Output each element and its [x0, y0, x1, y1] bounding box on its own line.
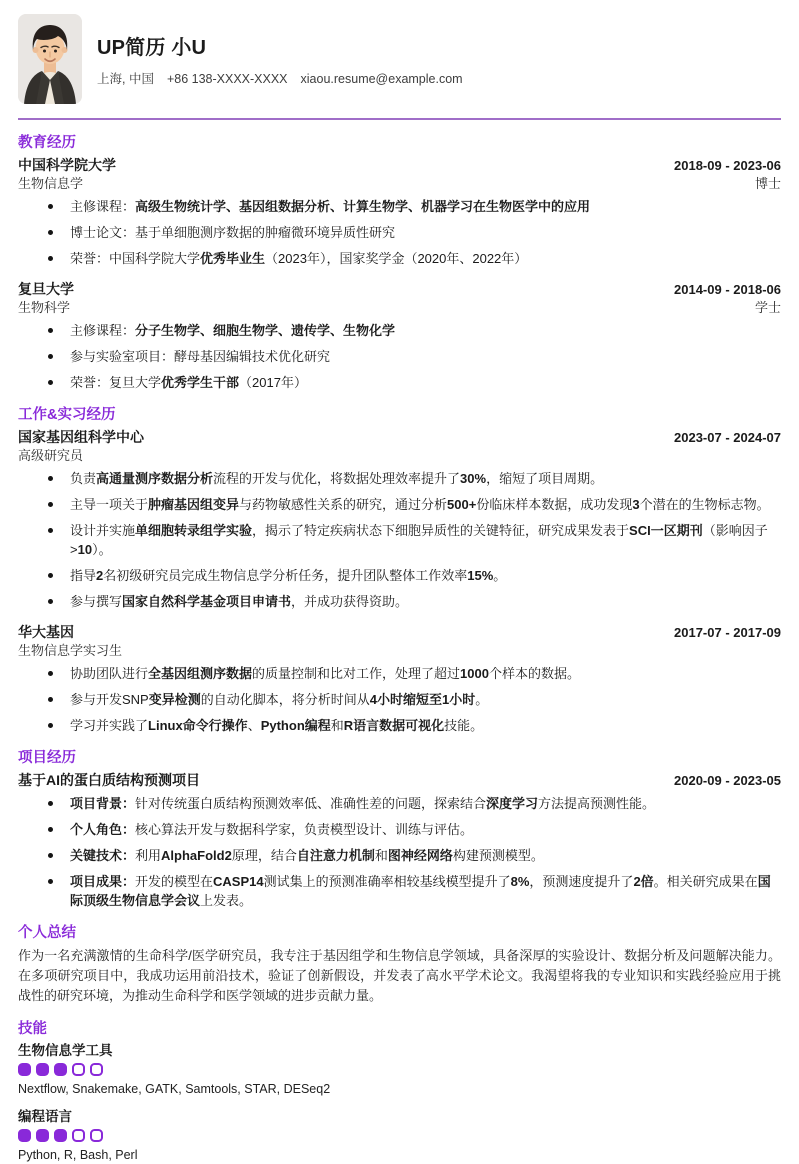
- level-dot-filled-icon: [36, 1063, 49, 1076]
- degree: 学士: [754, 300, 781, 315]
- skill-level-dots: [18, 1063, 781, 1076]
- skill-name: 编程语言: [18, 1109, 72, 1124]
- bullet-item: 关键技术：利用AlphaFold2原理，结合自注意力机制和图神经网络构建预测模型。: [70, 846, 781, 865]
- header-identity: [97, 31, 463, 87]
- resume-header: [18, 14, 781, 104]
- contact-email: xiaou.resume@example.com: [300, 72, 463, 86]
- level-dot-filled-icon: [54, 1129, 67, 1142]
- skill-level-dots: [18, 1129, 781, 1142]
- bullet-item: 主修课程：高级生物统计学、基因组数据分析、计算生物学、机器学习在生物医学中的应用: [70, 197, 781, 216]
- entry-subhead: [18, 299, 781, 317]
- bullet-item: 负责高通量测序数据分析流程的开发与优化，将数据处理效率提升了30%，缩短了项目周期。: [70, 469, 781, 488]
- section-work: [18, 406, 781, 735]
- skill-group: [18, 1108, 781, 1164]
- bullet-item: 项目成果：开发的模型在CASP14测试集上的预测准确率相较基线模型提升了8%，预测速度提升了2倍。相关研究成果在国际顶级生物信息学会议上发表。: [70, 872, 781, 910]
- contact-phone: +86 138-XXXX-XXXX: [166, 72, 288, 86]
- section-title-summary: 个人总结: [18, 925, 76, 941]
- portrait-photo-icon: [18, 14, 82, 104]
- level-dot-empty-icon: [72, 1129, 85, 1142]
- section-title-work: 工作&实习经历: [18, 407, 116, 423]
- level-dot-empty-icon: [90, 1063, 103, 1076]
- skill-name: 生物信息学工具: [18, 1043, 113, 1058]
- degree: 博士: [754, 176, 781, 191]
- bullet-list: [18, 197, 781, 268]
- bullet-item: 博士论文：基于单细胞测序数据的肿瘤微环境异质性研究: [70, 223, 781, 242]
- header-divider: [18, 118, 781, 120]
- entry-subhead: [18, 447, 781, 465]
- bullet-item: 个人角色：核心算法开发与数据科学家，负责模型设计、训练与评估。: [70, 820, 781, 839]
- project-entry: [18, 771, 781, 910]
- school-name: 中国科学院大学: [18, 157, 116, 173]
- contact-location: 上海, 中国: [97, 72, 154, 86]
- skill-group: [18, 1042, 781, 1098]
- section-projects: [18, 749, 781, 910]
- section-education: [18, 134, 781, 392]
- job-title: 高级研究员: [18, 448, 84, 463]
- work-entry: [18, 623, 781, 735]
- bullet-item: 主修课程：分子生物学、细胞生物学、遗传学、生物化学: [70, 321, 781, 340]
- bullet-item: 项目背景：针对传统蛋白质结构预测效率低、准确性差的问题，探索结合深度学习方法提高预测性能。: [70, 794, 781, 813]
- candidate-name: UP简历 小U: [97, 37, 207, 59]
- bullet-list: [18, 794, 781, 910]
- bullet-item: 荣誉：中国科学院大学优秀毕业生（2023年），国家奖学金（2020年、2022年）: [70, 249, 781, 268]
- bullet-item: 参与实验室项目：酵母基因编辑技术优化研究: [70, 347, 781, 366]
- bullet-item: 荣誉：复旦大学优秀学生干部（2017年）: [70, 373, 781, 392]
- entry-subhead: [18, 175, 781, 193]
- level-dot-empty-icon: [72, 1063, 85, 1076]
- section-title-projects: 项目经历: [18, 750, 76, 766]
- entry-subhead: [18, 642, 781, 660]
- entry-date: 2014-09 - 2018-06: [674, 282, 781, 297]
- profile-photo: [18, 14, 82, 104]
- school-name: 复旦大学: [18, 281, 74, 297]
- level-dot-filled-icon: [54, 1063, 67, 1076]
- company-name: 国家基因组科学中心: [18, 429, 144, 445]
- section-title-education: 教育经历: [18, 135, 76, 151]
- bullet-list: [18, 664, 781, 735]
- entry-date: 2020-09 - 2023-05: [674, 773, 781, 788]
- bullet-item: 主导一项关于肿瘤基因组变异与药物敏感性关系的研究，通过分析500+份临床样本数据，成功发现3个潜在的生物标志物。: [70, 495, 781, 514]
- project-name: 基于AI的蛋白质结构预测项目: [18, 772, 200, 788]
- entry-date: 2017-07 - 2017-09: [674, 625, 781, 640]
- level-dot-filled-icon: [36, 1129, 49, 1142]
- entry-head: [18, 428, 781, 447]
- bullet-item: 参与撰写国家自然科学基金项目申请书，并成功获得资助。: [70, 592, 781, 611]
- skill-keywords: Python, R, Bash, Perl: [18, 1148, 138, 1162]
- entry-head: [18, 771, 781, 790]
- entry-head: [18, 623, 781, 642]
- bullet-item: 设计并实施单细胞转录组学实验，揭示了特定疾病状态下细胞异质性的关键特征，研究成果发表于SCI一区期刊（影响因子>10）。: [70, 521, 781, 559]
- level-dot-empty-icon: [90, 1129, 103, 1142]
- bullet-item: 学习并实践了Linux命令行操作、Python编程和R语言数据可视化技能。: [70, 716, 781, 735]
- bullet-list: [18, 469, 781, 611]
- contact-line: [97, 69, 463, 87]
- bullet-item: 指导2名初级研究员完成生物信息学分析任务，提升团队整体工作效率15%。: [70, 566, 781, 585]
- level-dot-filled-icon: [18, 1129, 31, 1142]
- entry-head: [18, 280, 781, 299]
- section-skills: [18, 1020, 781, 1164]
- major: 生物科学: [18, 300, 71, 315]
- section-summary: [18, 924, 781, 1006]
- job-title: 生物信息学实习生: [18, 643, 123, 658]
- bullet-item: 参与开发SNP变异检测的自动化脚本，将分析时间从4小时缩短至1小时。: [70, 690, 781, 709]
- entry-date: 2023-07 - 2024-07: [674, 430, 781, 445]
- bullet-item: 协助团队进行全基因组测序数据的质量控制和比对工作，处理了超过1000个样本的数据。: [70, 664, 781, 683]
- skill-keywords: Nextflow, Snakemake, GATK, Samtools, STAR, DESeq2: [18, 1082, 331, 1096]
- company-name: 华大基因: [18, 624, 74, 640]
- work-entry: [18, 428, 781, 611]
- education-entry: [18, 156, 781, 268]
- section-title-skills: 技能: [18, 1021, 47, 1037]
- bullet-list: [18, 321, 781, 392]
- entry-head: [18, 156, 781, 175]
- summary-paragraph: 作为一名充满激情的生命科学/医学研究员，我专注于基因组学和生物信息学领域，具备深厚的实验设计、数据分析及问题解决能力。在多项研究项目中，我成功运用前沿技术，验证了创新假设，并发表了高水平学术论文。我渴望将我的专业知识和实践经验应用于挑战性的研究环境，为推动生命科学和医学领域的进步贡献力量。: [18, 948, 781, 1003]
- entry-date: 2018-09 - 2023-06: [674, 158, 781, 173]
- level-dot-filled-icon: [18, 1063, 31, 1076]
- education-entry: [18, 280, 781, 392]
- major: 生物信息学: [18, 176, 84, 191]
